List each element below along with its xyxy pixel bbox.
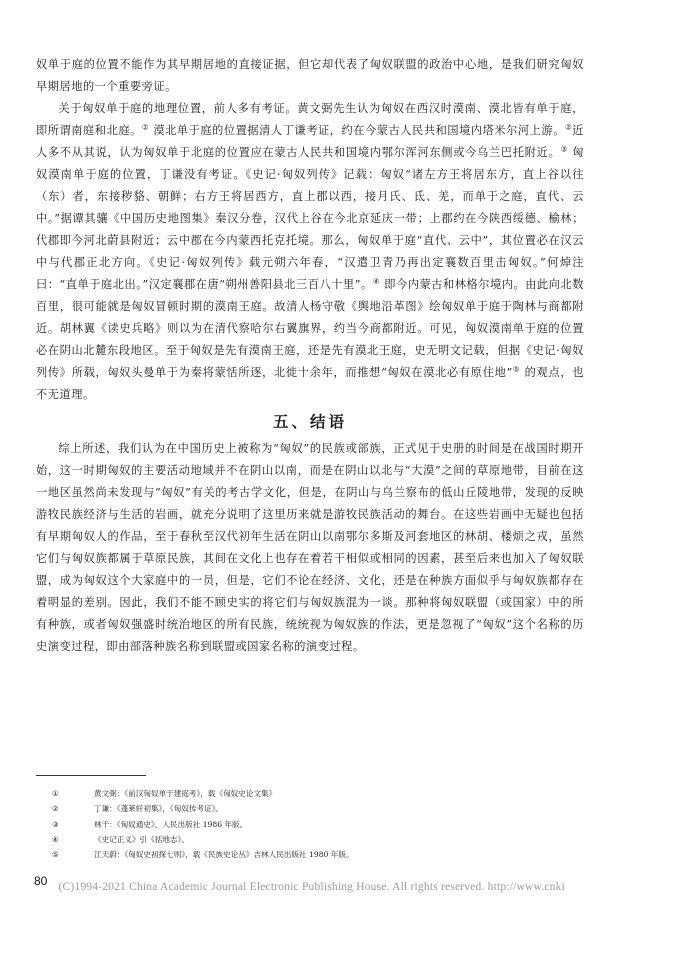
footnote-number: ① bbox=[52, 789, 59, 798]
footnote-text: 黄文弼：《前汉匈奴单于建庭考》，载《匈奴史论文集》 bbox=[94, 789, 277, 798]
paragraph-3 bbox=[36, 438, 584, 658]
paragraph-2-text-a: 关于匈奴单于庭的地理位置，前人多有考证。黄文弼先生认为匈奴在西汉时漠南、漠北皆有单于庭，即所谓南庭和北庭。 bbox=[36, 102, 584, 137]
footnote-3 bbox=[36, 817, 596, 832]
footnote-text: 江天蔚：《匈奴史初探七则》，载《民族史论丛》吉林人民出版社 1980 年版。 bbox=[94, 850, 354, 860]
footnote-1 bbox=[36, 786, 596, 801]
footnote-ref-5[interactable]: ⑤ bbox=[512, 364, 521, 374]
footnote-5 bbox=[36, 847, 596, 862]
footnote-number: ④ bbox=[52, 834, 59, 844]
paragraph-2-text-d: 匈奴漠南单于庭的位置，丁谦没有考证。《史记·匈奴列传》记载：匈奴“诸左方王将居东方，直上谷以往（东）者，东接秽貉、朝鲜；右方王将居西方，直上郡以西，接月氏、氐、羌，而单于之庭，直代、云中。”据谭其骧《中国历史地图集》秦汉分卷，汉代上谷在今北京延庆一带；上郡约在今陕西绥德、榆林；代郡即今河北蔚县附近；云中郡在今内蒙西托克托境。那么，匈奴单于庭“直代、云中”，其位置必在汉云中与代郡正北方向。《史记·匈奴列传》载元朔六年春，“汉遣卫青乃再出定襄数百里击匈奴。”何焯注曰：“直单于庭北出。”汉定襄郡在唐“朔州善阳县北三百八十里”。 bbox=[36, 146, 585, 291]
paragraph-2-text-f: 的观点，也不无道理。 bbox=[36, 366, 584, 401]
footnote-number: ⑤ bbox=[52, 850, 59, 860]
paragraph-2-text-e: 即今内蒙古和林格尔境内。由此向北数百里，很可能就是匈奴冒顿时期的漠南王庭。故清人杨守敬《舆地沿革图》绘匈奴单于庭于陶林与商都附近。胡林翼《读史兵略》则以为在清代察哈尔右翼旗界，约当今商都附近。可见，匈奴漠南单于庭的位置必在阴山北麓东段地区。至于匈奴是先有漠南王庭，还是先有漠北王庭，史无明文记载，但据《史记·匈奴列传》所载，匈奴头曼单于为秦将蒙恬所逐，北徙十余年，而推想“匈奴在漠北必有原住地” bbox=[36, 278, 584, 379]
paragraph-3-text: 综上所述，我们认为在中国历史上被称为“匈奴”的民族或部族，正式见于史册的时间是在战国时期开始，这一时期匈奴的主要活动地域并不在阴山以南，而是在阴山以北与“大漠”之间的草原地带，目前在这一地区虽然尚未发现与“匈奴”有关的考古学文化，但是，在阴山与乌兰察布的低山丘陵地带，发现的反映游牧民族经济与生活的岩画，就充分说明了这里历来就是游牧民族活动的舞台。在这些岩画中无疑也包括有早期匈奴人的作品，至于春秋至汉代初年生活在阴山以南鄂尔多斯及河套地区的林胡、楼烦之戎，虽然它们与匈奴族都属于草原民族，其间在文化上也存在着若干相似或相同的因素，甚至后来也加入了匈奴联盟，成为匈奴这个大家庭中的一员，但是，它们不论在经济、文化，还是在种族方面似乎与匈奴族都存在着明显的差别。因此，我们不能不顾史实的将它们与匈奴族混为一谈。那种将匈奴联盟（或国家）中的所有种族，或者匈奴强盛时统治地区的所有民族，统统视为匈奴族的作法，更是忽视了“匈奴”这个名称的历史演变过程，即由部落种族名称到联盟或国家名称的演变过程。 bbox=[36, 442, 584, 653]
footnote-2 bbox=[36, 801, 596, 816]
footnote-ref-2[interactable]: ② bbox=[564, 122, 573, 132]
article-body bbox=[36, 54, 584, 658]
footnote-ref-1[interactable]: ① bbox=[141, 122, 150, 132]
footnote-text: 《史记正义》引《括地志》。 bbox=[94, 834, 189, 844]
page-number: 80 bbox=[34, 874, 48, 888]
footnotes bbox=[36, 786, 596, 862]
paragraph-2-text-c: 近人多不从其说，认为匈奴单于北庭的位置应在蒙古人民共和国境内鄂尔浑河东侧或今乌兰巴托附近。 bbox=[36, 124, 585, 159]
footnote-number: ② bbox=[52, 804, 59, 814]
paragraph-1-text: 奴单于庭的位置不能作为其早期居地的直接证据，但它却代表了匈奴联盟的政治中心地，是我们研究匈奴早期居地的一个重要旁证。 bbox=[36, 58, 584, 93]
footnote-text: 林干：《匈奴通史》，人民出版社 1986 年版。 bbox=[94, 819, 248, 829]
footnote-text: 丁谦：《蓬莱轩初集》，《匈奴传考证》。 bbox=[94, 804, 224, 814]
page-footer bbox=[34, 872, 680, 894]
footnote-divider bbox=[36, 775, 146, 776]
paragraph-1 bbox=[36, 54, 584, 98]
paragraph-2 bbox=[36, 98, 584, 406]
footnote-4 bbox=[36, 832, 596, 847]
footnote-number: ③ bbox=[52, 819, 59, 829]
paragraph-2-text-b: 漠北单于庭的位置据清人丁谦考证，约在今蒙古人民共和国境内塔米尔河上游。 bbox=[153, 124, 565, 137]
copyright-notice: (C)1994-2021 China Academic Journal Electronic Publishing House. All rights reserved. http://www.cnki bbox=[58, 881, 565, 893]
footnote-ref-3[interactable]: ③ bbox=[560, 144, 568, 154]
footnote-ref-4[interactable]: ④ bbox=[372, 276, 381, 286]
section-title: 五、结语 bbox=[272, 413, 347, 431]
